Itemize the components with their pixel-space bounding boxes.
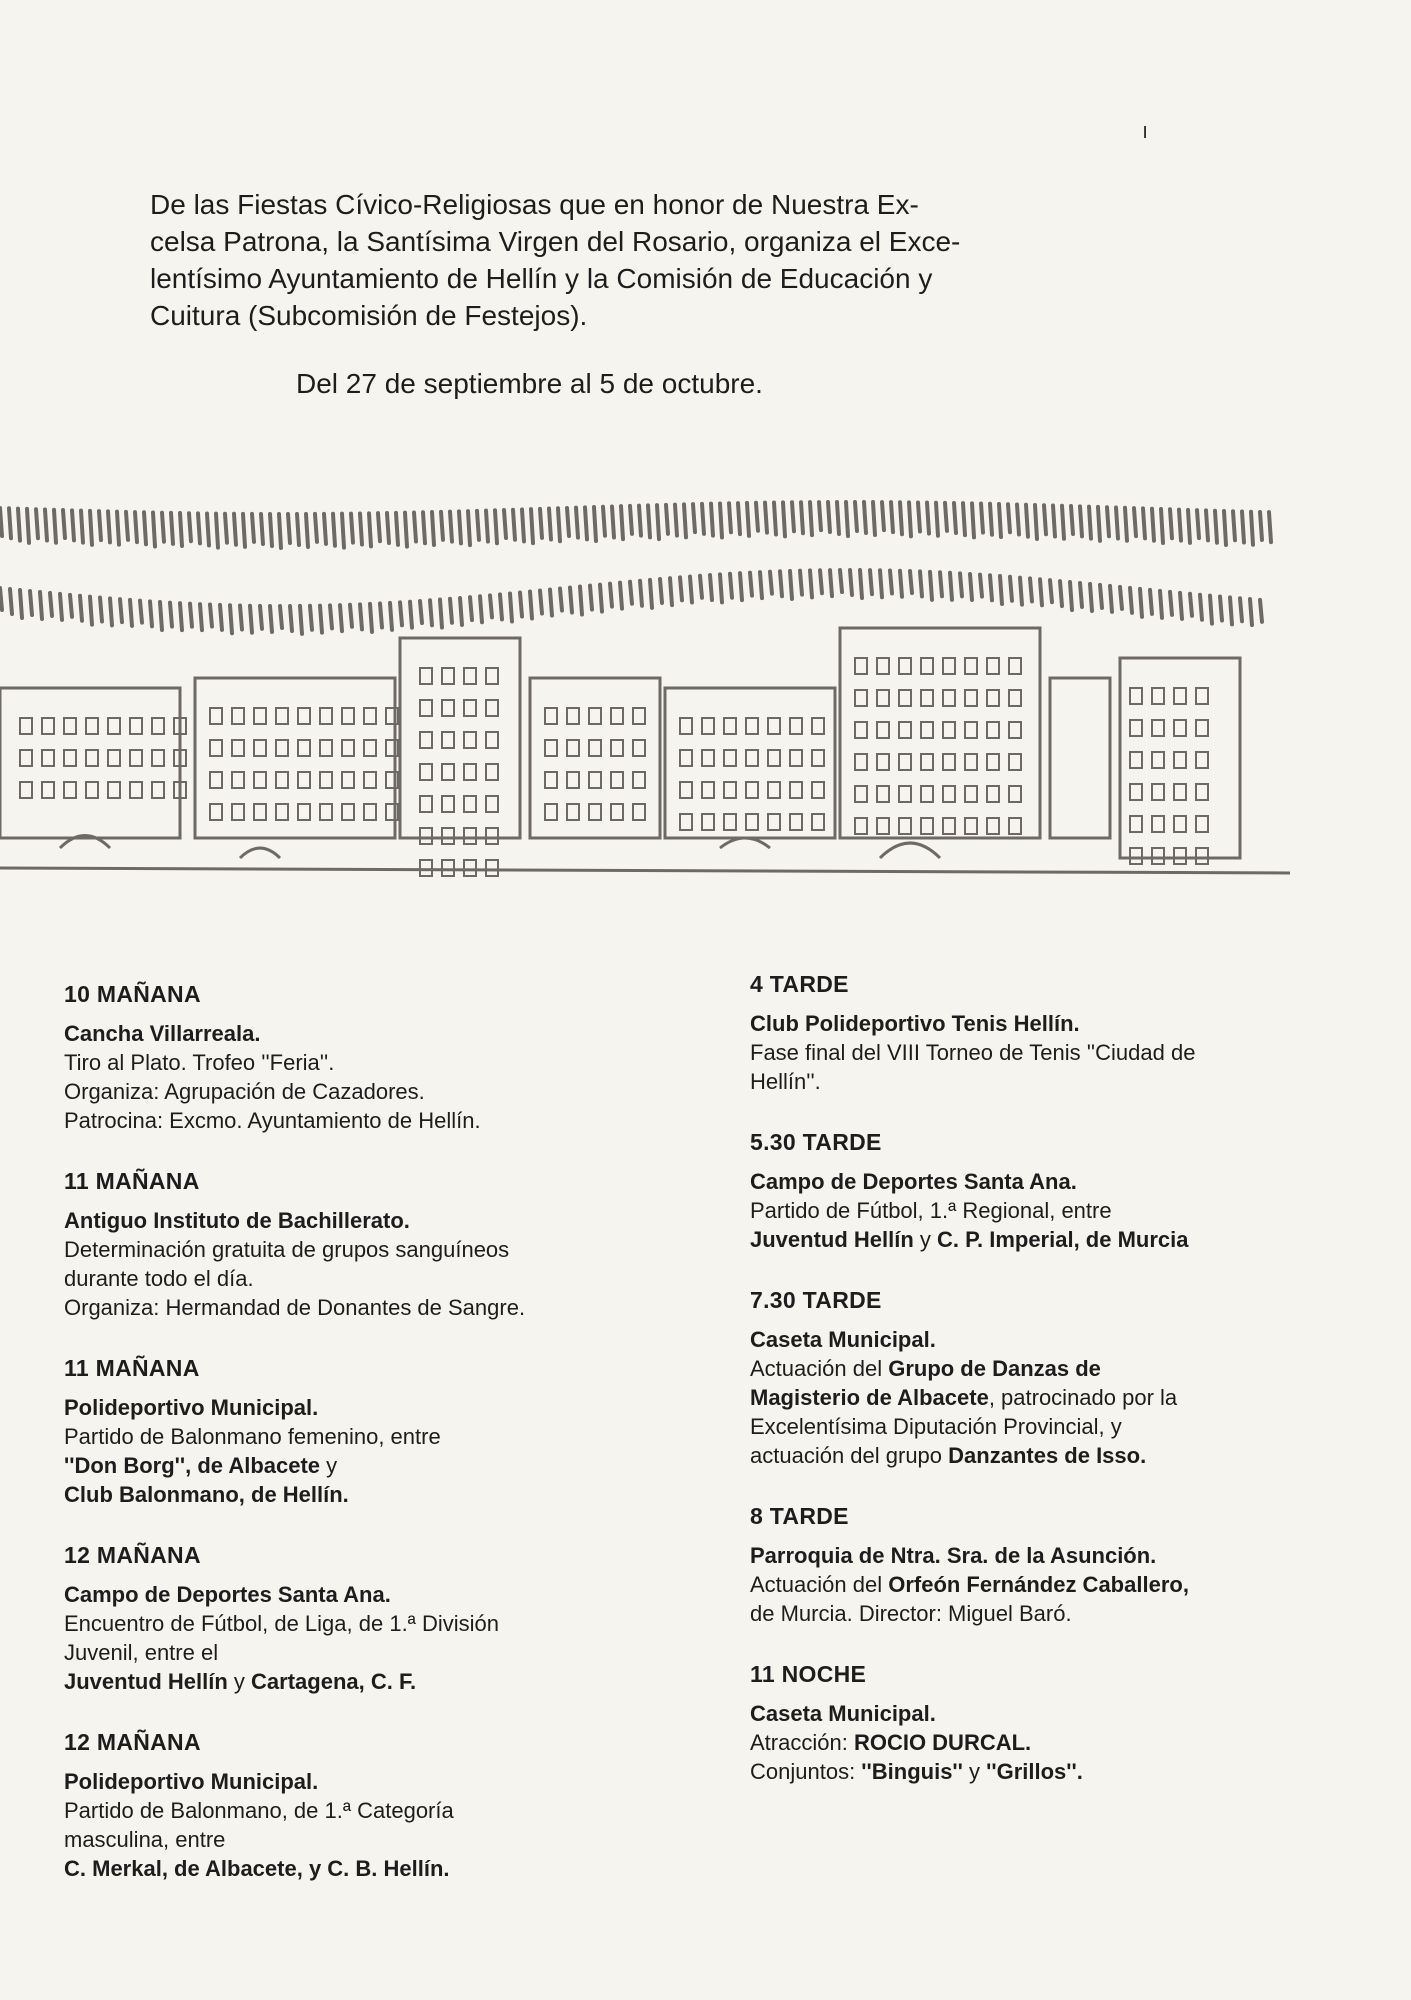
event-time: 11 NOCHE xyxy=(750,1661,867,1687)
intro-paragraph xyxy=(150,186,1005,334)
event-detail-line xyxy=(64,1422,734,1451)
event-detail-line xyxy=(750,1728,1310,1757)
event-entry xyxy=(64,1728,734,1883)
event-detail-line xyxy=(750,1067,1310,1096)
event-detail-text: Actuación del xyxy=(750,1572,889,1597)
event-detail-text: Atracción: xyxy=(750,1730,854,1755)
event-detail-text: C. Merkal, de Albacete, y C. B. Hellín. xyxy=(64,1856,450,1881)
event-place: Campo de Deportes Santa Ana. xyxy=(750,1169,1077,1194)
event-time: 12 MAÑANA xyxy=(64,1542,201,1568)
event-entry xyxy=(750,970,1310,1096)
intro-line: celsa Patrona, la Santísima Virgen del Rosario, organiza el Exce- xyxy=(150,226,961,257)
event-detail-text: Patrocina: Excmo. Ayuntamiento de Hellín. xyxy=(64,1108,481,1133)
intro-line: De las Fiestas Cívico-Religiosas que en honor de Nuestra Ex- xyxy=(150,189,919,220)
page-mark: ı xyxy=(1142,118,1149,143)
event-entry xyxy=(750,1502,1310,1628)
event-place: Antiguo Instituto de Bachillerato. xyxy=(64,1208,410,1233)
event-detail-line xyxy=(64,1106,734,1135)
event-detail-text: , patrocinado por la xyxy=(988,1385,1178,1410)
event-detail-text: Partido de Balonmano, de 1.ª Categoría xyxy=(64,1798,454,1823)
intro-line: Cuitura (Subcomisión de Festejos). xyxy=(150,300,588,331)
event-time: 10 MAÑANA xyxy=(64,981,201,1007)
event-detail-text: Orfeón Fernández Caballero, xyxy=(888,1572,1189,1597)
event-detail-line xyxy=(750,1570,1310,1599)
event-detail-line xyxy=(64,1451,734,1480)
event-time: 4 TARDE xyxy=(750,971,849,997)
event-detail-text: Juventud Hellín xyxy=(750,1227,914,1252)
event-detail-text: durante todo el día. xyxy=(64,1266,254,1291)
event-detail-text: Organiza: Hermandad de Donantes de Sangre. xyxy=(64,1295,526,1320)
event-detail-line xyxy=(64,1077,734,1106)
event-detail-line xyxy=(64,1609,734,1638)
event-detail-line xyxy=(750,1196,1310,1225)
event-entry xyxy=(750,1286,1310,1470)
event-detail-text: actuación del grupo xyxy=(750,1443,949,1468)
event-detail-text: Hellín''. xyxy=(750,1069,821,1094)
event-detail-text: Tiro al Plato. Trofeo ''Feria''. xyxy=(64,1050,335,1075)
event-detail-text: Excelentísima Diputación Provincial, y xyxy=(750,1414,1122,1439)
event-detail-line xyxy=(64,1235,734,1264)
event-detail-text: y xyxy=(320,1453,338,1478)
event-detail-text: Juventud Hellín xyxy=(64,1669,228,1694)
event-detail-text: Grupo de Danzas de xyxy=(888,1356,1101,1381)
event-time: 8 TARDE xyxy=(750,1503,849,1529)
event-place: Campo de Deportes Santa Ana. xyxy=(64,1582,391,1607)
event-detail-text: masculina, entre xyxy=(64,1827,226,1852)
events-column-right xyxy=(750,970,1310,1818)
event-detail-text: Conjuntos: xyxy=(750,1759,862,1784)
event-detail-line xyxy=(750,1038,1310,1067)
event-detail-text: Club Balonmano, de Hellín. xyxy=(64,1482,349,1507)
event-detail-text: Actuación del xyxy=(750,1356,889,1381)
event-detail-line xyxy=(750,1354,1310,1383)
event-detail-text: Determinación gratuita de grupos sanguíneos xyxy=(64,1237,510,1262)
event-place: Cancha Villarreala. xyxy=(64,1021,261,1046)
event-time: 5.30 TARDE xyxy=(750,1129,882,1155)
event-detail-line xyxy=(64,1796,734,1825)
event-detail-line xyxy=(750,1412,1310,1441)
event-detail-text: de Murcia. Director: Miguel Baró. xyxy=(750,1601,1072,1626)
event-detail-text: ''Binguis'' xyxy=(861,1759,963,1784)
event-time: 7.30 TARDE xyxy=(750,1287,882,1313)
event-detail-text: Magisterio de Albacete xyxy=(750,1385,989,1410)
street-sketch-illustration xyxy=(0,478,1290,886)
event-detail-text: Cartagena, C. F. xyxy=(251,1669,417,1694)
event-place: Caseta Municipal. xyxy=(750,1327,936,1352)
event-place: Caseta Municipal. xyxy=(750,1701,936,1726)
event-detail-line xyxy=(64,1480,734,1509)
event-detail-text: Encuentro de Fútbol, de Liga, de 1.ª División xyxy=(64,1611,499,1636)
event-time: 12 MAÑANA xyxy=(64,1729,201,1755)
event-place: Parroquia de Ntra. Sra. de la Asunción. xyxy=(750,1543,1157,1568)
event-time: 11 MAÑANA xyxy=(64,1355,200,1381)
event-place: Polideportivo Municipal. xyxy=(64,1395,319,1420)
event-detail-text: y xyxy=(227,1669,252,1694)
event-detail-text: Juvenil, entre el xyxy=(64,1640,219,1665)
event-detail-line xyxy=(64,1293,734,1322)
event-detail-text: C. P. Imperial, de Murcia xyxy=(937,1227,1189,1252)
event-place: Club Polideportivo Tenis Hellín. xyxy=(750,1011,1080,1036)
event-detail-line xyxy=(750,1225,1310,1254)
event-detail-text: Partido de Fútbol, 1.ª Regional, entre xyxy=(750,1198,1112,1223)
event-detail-line xyxy=(750,1441,1310,1470)
event-detail-line xyxy=(64,1264,734,1293)
event-detail-line xyxy=(750,1599,1310,1628)
event-entry xyxy=(64,1541,734,1696)
event-entry xyxy=(750,1128,1310,1254)
event-detail-text: ''Grillos''. xyxy=(986,1759,1083,1784)
event-detail-line xyxy=(64,1854,734,1883)
event-detail-text: Fase final del VIII Torneo de Tenis ''Ciudad de xyxy=(750,1040,1196,1065)
event-detail-line xyxy=(750,1383,1310,1412)
event-entry xyxy=(64,1167,734,1322)
event-detail-line xyxy=(64,1638,734,1667)
event-entry xyxy=(64,980,734,1135)
event-detail-text: ''Don Borg'', de Albacete xyxy=(64,1453,321,1478)
intro-line: lentísimo Ayuntamiento de Hellín y la Comisión de Educación y xyxy=(150,263,933,294)
event-detail-line xyxy=(64,1825,734,1854)
events-column-left xyxy=(64,980,734,1915)
festival-dates: Del 27 de septiembre al 5 de octubre. xyxy=(296,368,763,399)
event-detail-text: Organiza: Agrupación de Cazadores. xyxy=(64,1079,425,1104)
event-detail-text: Danzantes de Isso. xyxy=(948,1443,1147,1468)
event-detail-text: y xyxy=(913,1227,938,1252)
event-detail-text: Partido de Balonmano femenino, entre xyxy=(64,1424,441,1449)
event-detail-line xyxy=(750,1757,1310,1786)
event-detail-line xyxy=(64,1667,734,1696)
event-place: Polideportivo Municipal. xyxy=(64,1769,319,1794)
event-time: 11 MAÑANA xyxy=(64,1168,200,1194)
event-entry xyxy=(750,1660,1310,1786)
event-entry xyxy=(64,1354,734,1509)
event-detail-text: ROCIO DURCAL. xyxy=(853,1730,1032,1755)
event-detail-line xyxy=(64,1048,734,1077)
event-detail-text: y xyxy=(962,1759,987,1784)
